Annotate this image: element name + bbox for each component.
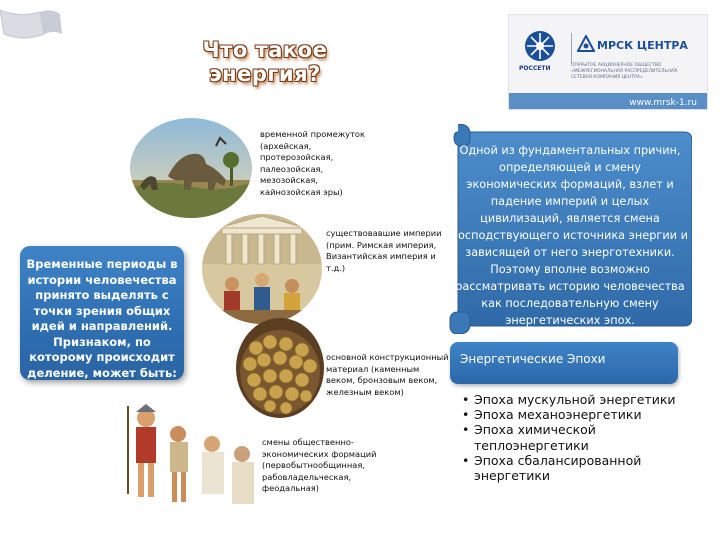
bullet: • xyxy=(462,452,470,468)
rosseti-logo-icon xyxy=(523,29,557,63)
epoch-muscular: Эпоха мускульной энергетики xyxy=(474,392,676,407)
mrsk-label: МРСК ЦЕНТРА xyxy=(597,39,688,52)
logo-url-bar xyxy=(509,93,707,109)
mrsk-logo-icon xyxy=(577,35,595,53)
list-item xyxy=(462,407,702,422)
list-item xyxy=(462,453,702,483)
people-image xyxy=(116,404,260,528)
logo-separator xyxy=(571,33,572,63)
formations-label: смены общественно-экономических формаций (первобытнообщинная, рабовладельческая, феодальная) xyxy=(262,437,377,493)
coins-image xyxy=(236,318,324,418)
bullet: • xyxy=(462,392,470,407)
site-url: www.mrsk-1.ru xyxy=(629,98,697,108)
bullet: • xyxy=(462,407,470,423)
list-item xyxy=(462,392,702,407)
dinosaurs-image xyxy=(130,118,252,218)
bullet: • xyxy=(462,422,470,438)
decorative-ribbon xyxy=(0,0,100,70)
list-item xyxy=(462,422,702,452)
empires-label: существовавшие империи (прим. Римская империя, Византийская империя и т.д.) xyxy=(326,228,442,273)
periods-text: Временные периоды в истории человечества принято выделять с точки зрения общих идей и направлений. Признаком, по которому происходит деление, может быть: xyxy=(26,257,178,380)
epoch-balanced: Эпоха сбалансированной энергетики xyxy=(474,452,642,484)
material-label: основной конструкционный материал (каменным веком, бронзовым веком, железным веком) xyxy=(326,352,449,397)
epochs-list xyxy=(462,392,702,483)
energy-source-text: Одной из фундаментальных причин, определяющей и смену экономических формаций, взлет и падение империй и целых цивилизаций, является смена господствующего источника энергии и зависящей от него энерготехники. Поэтому вполне возможно рассматривать историю человечества как последовательную смену энергетических эпох. xyxy=(452,144,688,327)
epochs-heading: Энергетические Эпохи xyxy=(460,352,606,366)
logo-panel xyxy=(508,14,708,110)
page-title: Что такое энергия? xyxy=(202,38,328,86)
time-period-label: временной промежуток (архейская, протерозойская, палеозойская, мезозойская, кайнозойская эры) xyxy=(260,129,366,197)
empires-image xyxy=(202,214,322,324)
epoch-mechanical: Эпоха механоэнергетики xyxy=(474,407,642,423)
organization-text: ОТКРЫТОЕ АКЦИОНЕРНОЕ ОБЩЕСТВО «МЕЖРЕГИОНАЛЬНАЯ РАСПРЕДЕЛИТЕЛЬНАЯ СЕТЕВАЯ КОМПАНИЯ ЦЕНТРА» xyxy=(571,63,678,80)
rosseti-label: РОССЕТИ xyxy=(519,65,551,72)
epoch-chemical: Эпоха химической теплоэнергетики xyxy=(474,422,596,453)
